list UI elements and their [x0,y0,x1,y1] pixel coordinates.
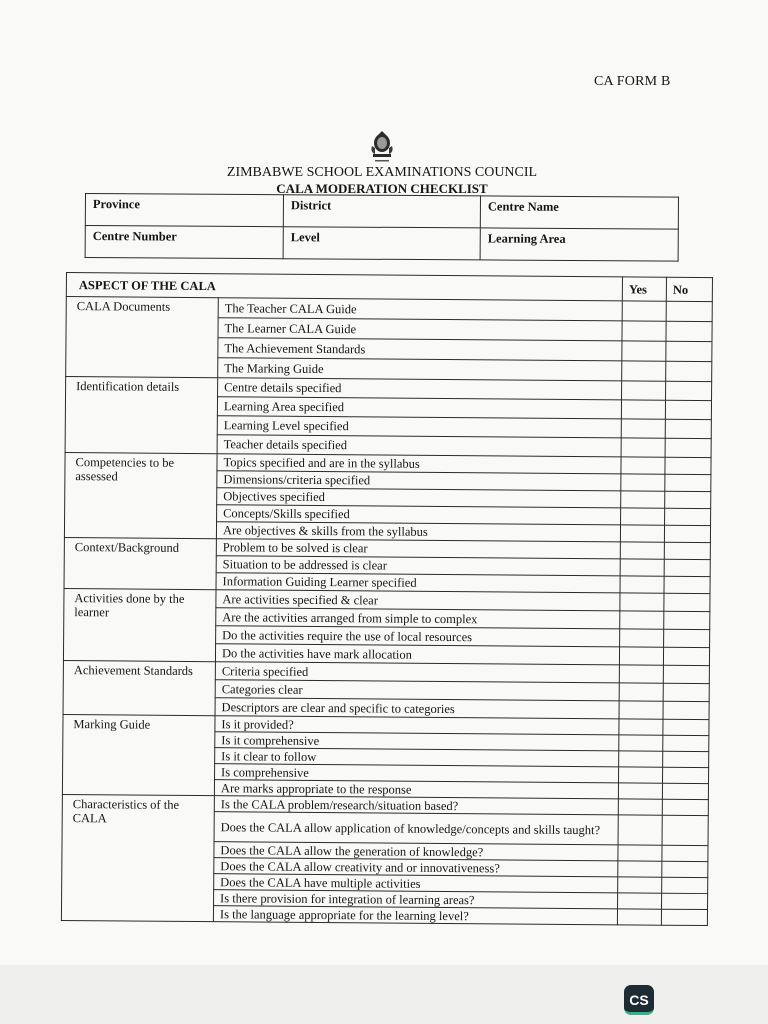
checklist-item-label: Do the activities require the use of local resources [216,626,620,647]
checklist-item-label: The Teacher CALA Guide [218,298,622,321]
no-checkbox-cell[interactable] [662,861,708,877]
no-checkbox-cell[interactable] [665,438,711,457]
checklist-item-label: Are objectives & skills from the syllabus [216,522,620,542]
yes-checkbox-cell[interactable] [618,799,662,815]
checklist-item-label: Does the CALA allow application of knowledge/concepts and skills taught? [214,812,618,845]
checklist-item-label: Does the CALA allow creativity and or innovativeness? [214,858,618,877]
yes-checkbox-cell[interactable] [619,751,663,767]
camscanner-logo-icon: CS [624,985,654,1015]
yes-checkbox-cell[interactable] [619,665,663,683]
no-checkbox-cell[interactable] [664,611,710,629]
yes-checkbox-cell[interactable] [619,683,663,701]
checklist-row [66,297,712,322]
aspect-label: Characteristics of the CALA [61,794,214,921]
yes-checkbox-cell[interactable] [620,542,664,559]
no-checkbox-cell[interactable] [663,719,709,735]
yes-checkbox-cell[interactable] [620,593,664,611]
no-checkbox-cell[interactable] [664,629,710,647]
yes-checkbox-cell[interactable] [622,381,666,400]
aspect-label: CALA Documents [66,297,219,378]
no-checkbox-cell[interactable] [666,321,712,341]
yes-checkbox-cell[interactable] [619,647,663,665]
no-checkbox-cell[interactable] [663,767,709,783]
checklist-item-label: Is comprehensive [215,764,619,783]
yes-checkbox-cell[interactable] [620,559,664,576]
checklist-item-label: Dimensions/criteria specified [217,471,621,491]
no-checkbox-cell[interactable] [666,361,712,381]
checklist-item-label: Learning Area specified [217,397,621,419]
yes-checkbox-cell[interactable] [620,525,664,542]
no-checkbox-cell[interactable] [665,474,711,491]
no-checkbox-cell[interactable] [663,647,709,665]
no-checkbox-cell[interactable] [662,845,708,861]
info-row [85,194,678,230]
yes-checkbox-cell[interactable] [622,361,666,381]
checklist-item-label: The Achievement Standards [218,338,622,361]
yes-checkbox-cell[interactable] [622,321,666,341]
checklist-row [66,377,712,401]
aspect-label: Marking Guide [62,714,215,795]
checklist-item-label: Teacher details specified [217,435,621,457]
checklist-item-label: Does the CALA allow the generation of knowledge? [214,842,618,861]
checklist-item-label: Are marks appropriate to the response [214,780,618,799]
checklist-item-label: Does the CALA have multiple activities [214,874,618,893]
yes-checkbox-cell[interactable] [618,893,662,909]
no-column-header: No [666,277,712,301]
checklist-item-label: Do the activities have mark allocation [215,644,619,665]
yes-checkbox-cell[interactable] [621,457,665,474]
centre-name-field: Centre Name [480,196,678,229]
no-checkbox-cell[interactable] [662,799,708,815]
checklist-item-label: Criteria specified [215,662,619,683]
no-checkbox-cell[interactable] [666,341,712,361]
yes-checkbox-cell[interactable] [621,400,665,419]
aspect-label: Achievement Standards [63,660,215,715]
checklist-item-label: The Marking Guide [218,358,622,381]
yes-checkbox-cell[interactable] [619,735,663,751]
yes-checkbox-cell[interactable] [621,508,665,525]
checklist-item-label: Concepts/Skills specified [217,505,621,525]
checklist-item-label: Is there provision for integration of learning areas? [214,890,618,909]
no-checkbox-cell[interactable] [664,525,710,542]
aspect-label: Activities done by the learner [63,588,216,661]
no-checkbox-cell[interactable] [662,815,708,845]
no-checkbox-cell[interactable] [665,508,711,525]
no-checkbox-cell[interactable] [666,301,712,321]
zimbabwe-coat-of-arms-icon [366,130,398,164]
checklist-item-label: Problem to be solved is clear [216,539,620,559]
no-checkbox-cell[interactable] [666,381,712,400]
aspect-label: Competencies to be assessed [64,452,217,538]
yes-checkbox-cell[interactable] [618,845,662,861]
no-checkbox-cell[interactable] [663,735,709,751]
no-checkbox-cell[interactable] [664,542,710,559]
checklist-item-label: Is the language appropriate for the learning level? [213,906,617,925]
yes-checkbox-cell[interactable] [622,341,666,361]
checklist-item-label: Information Guiding Learner specified [216,573,620,593]
aspect-label: Identification details [65,377,218,454]
yes-checkbox-cell[interactable] [619,767,663,783]
checklist-item-label: Situation to be addressed is clear [216,556,620,576]
checklist-item-label: Are activities specified & clear [216,590,620,611]
yes-checkbox-cell[interactable] [619,701,663,719]
no-checkbox-cell[interactable] [665,491,711,508]
yes-checkbox-cell[interactable] [620,611,664,629]
centre-info-table [85,193,679,262]
yes-column-header: Yes [622,277,666,301]
aspect-label: Context/Background [64,537,216,589]
no-checkbox-cell[interactable] [664,576,710,593]
yes-checkbox-cell[interactable] [621,438,665,457]
checklist-item-label: Is it clear to follow [215,748,619,767]
yes-checkbox-cell[interactable] [618,783,662,799]
yes-checkbox-cell[interactable] [621,474,665,491]
no-checkbox-cell[interactable] [661,909,707,925]
no-checkbox-cell[interactable] [665,419,711,438]
yes-checkbox-cell[interactable] [618,815,662,845]
no-checkbox-cell[interactable] [662,893,708,909]
district-field: District [283,195,480,228]
centre-number-field: Centre Number [85,226,283,259]
yes-checkbox-cell[interactable] [621,491,665,508]
document-title: CALA MODERATION CHECKLIST [276,181,488,196]
council-name: ZIMBABWE SCHOOL EXAMINATIONS COUNCIL [226,165,538,180]
checklist-item-label: Descriptors are clear and specific to categories [215,698,619,719]
yes-checkbox-cell[interactable] [620,629,664,647]
info-row [85,226,678,262]
checklist-item-label: Is the CALA problem/research/situation based? [214,796,618,815]
no-checkbox-cell[interactable] [665,400,711,419]
checklist-item-label: Learning Level specified [217,416,621,438]
no-checkbox-cell[interactable] [662,877,708,893]
checklist-item-label: Categories clear [215,680,619,701]
no-checkbox-cell[interactable] [664,593,710,611]
cala-checklist-table [61,272,713,926]
no-checkbox-cell[interactable] [662,783,708,799]
checklist-item-label: Objectives specified [217,488,621,508]
no-checkbox-cell[interactable] [663,751,709,767]
no-checkbox-cell[interactable] [663,665,709,683]
checklist-item-label: Is it provided? [215,716,619,735]
checklist-item-label: Are the activities arranged from simple to complex [216,608,620,629]
checklist-item-label: Is it comprehensive [215,732,619,751]
yes-checkbox-cell[interactable] [618,877,662,893]
yes-checkbox-cell[interactable] [617,909,661,925]
no-checkbox-cell[interactable] [663,701,709,719]
yes-checkbox-cell[interactable] [618,861,662,877]
checklist-item-label: The Learner CALA Guide [218,318,622,341]
level-field: Level [283,227,480,260]
form-code: CA FORM B [594,74,671,89]
yes-checkbox-cell[interactable] [622,301,666,321]
yes-checkbox-cell[interactable] [621,419,665,438]
yes-checkbox-cell[interactable] [620,576,664,593]
learning-area-field: Learning Area [480,228,678,261]
no-checkbox-cell[interactable] [664,559,710,576]
checklist-item-label: Centre details specified [218,378,622,400]
checklist-item-label: Topics specified and are in the syllabus [217,454,621,474]
no-checkbox-cell[interactable] [665,457,711,474]
province-field: Province [85,194,283,227]
no-checkbox-cell[interactable] [663,683,709,701]
aspect-column-header: ASPECT OF THE CALA [66,273,622,301]
yes-checkbox-cell[interactable] [619,719,663,735]
